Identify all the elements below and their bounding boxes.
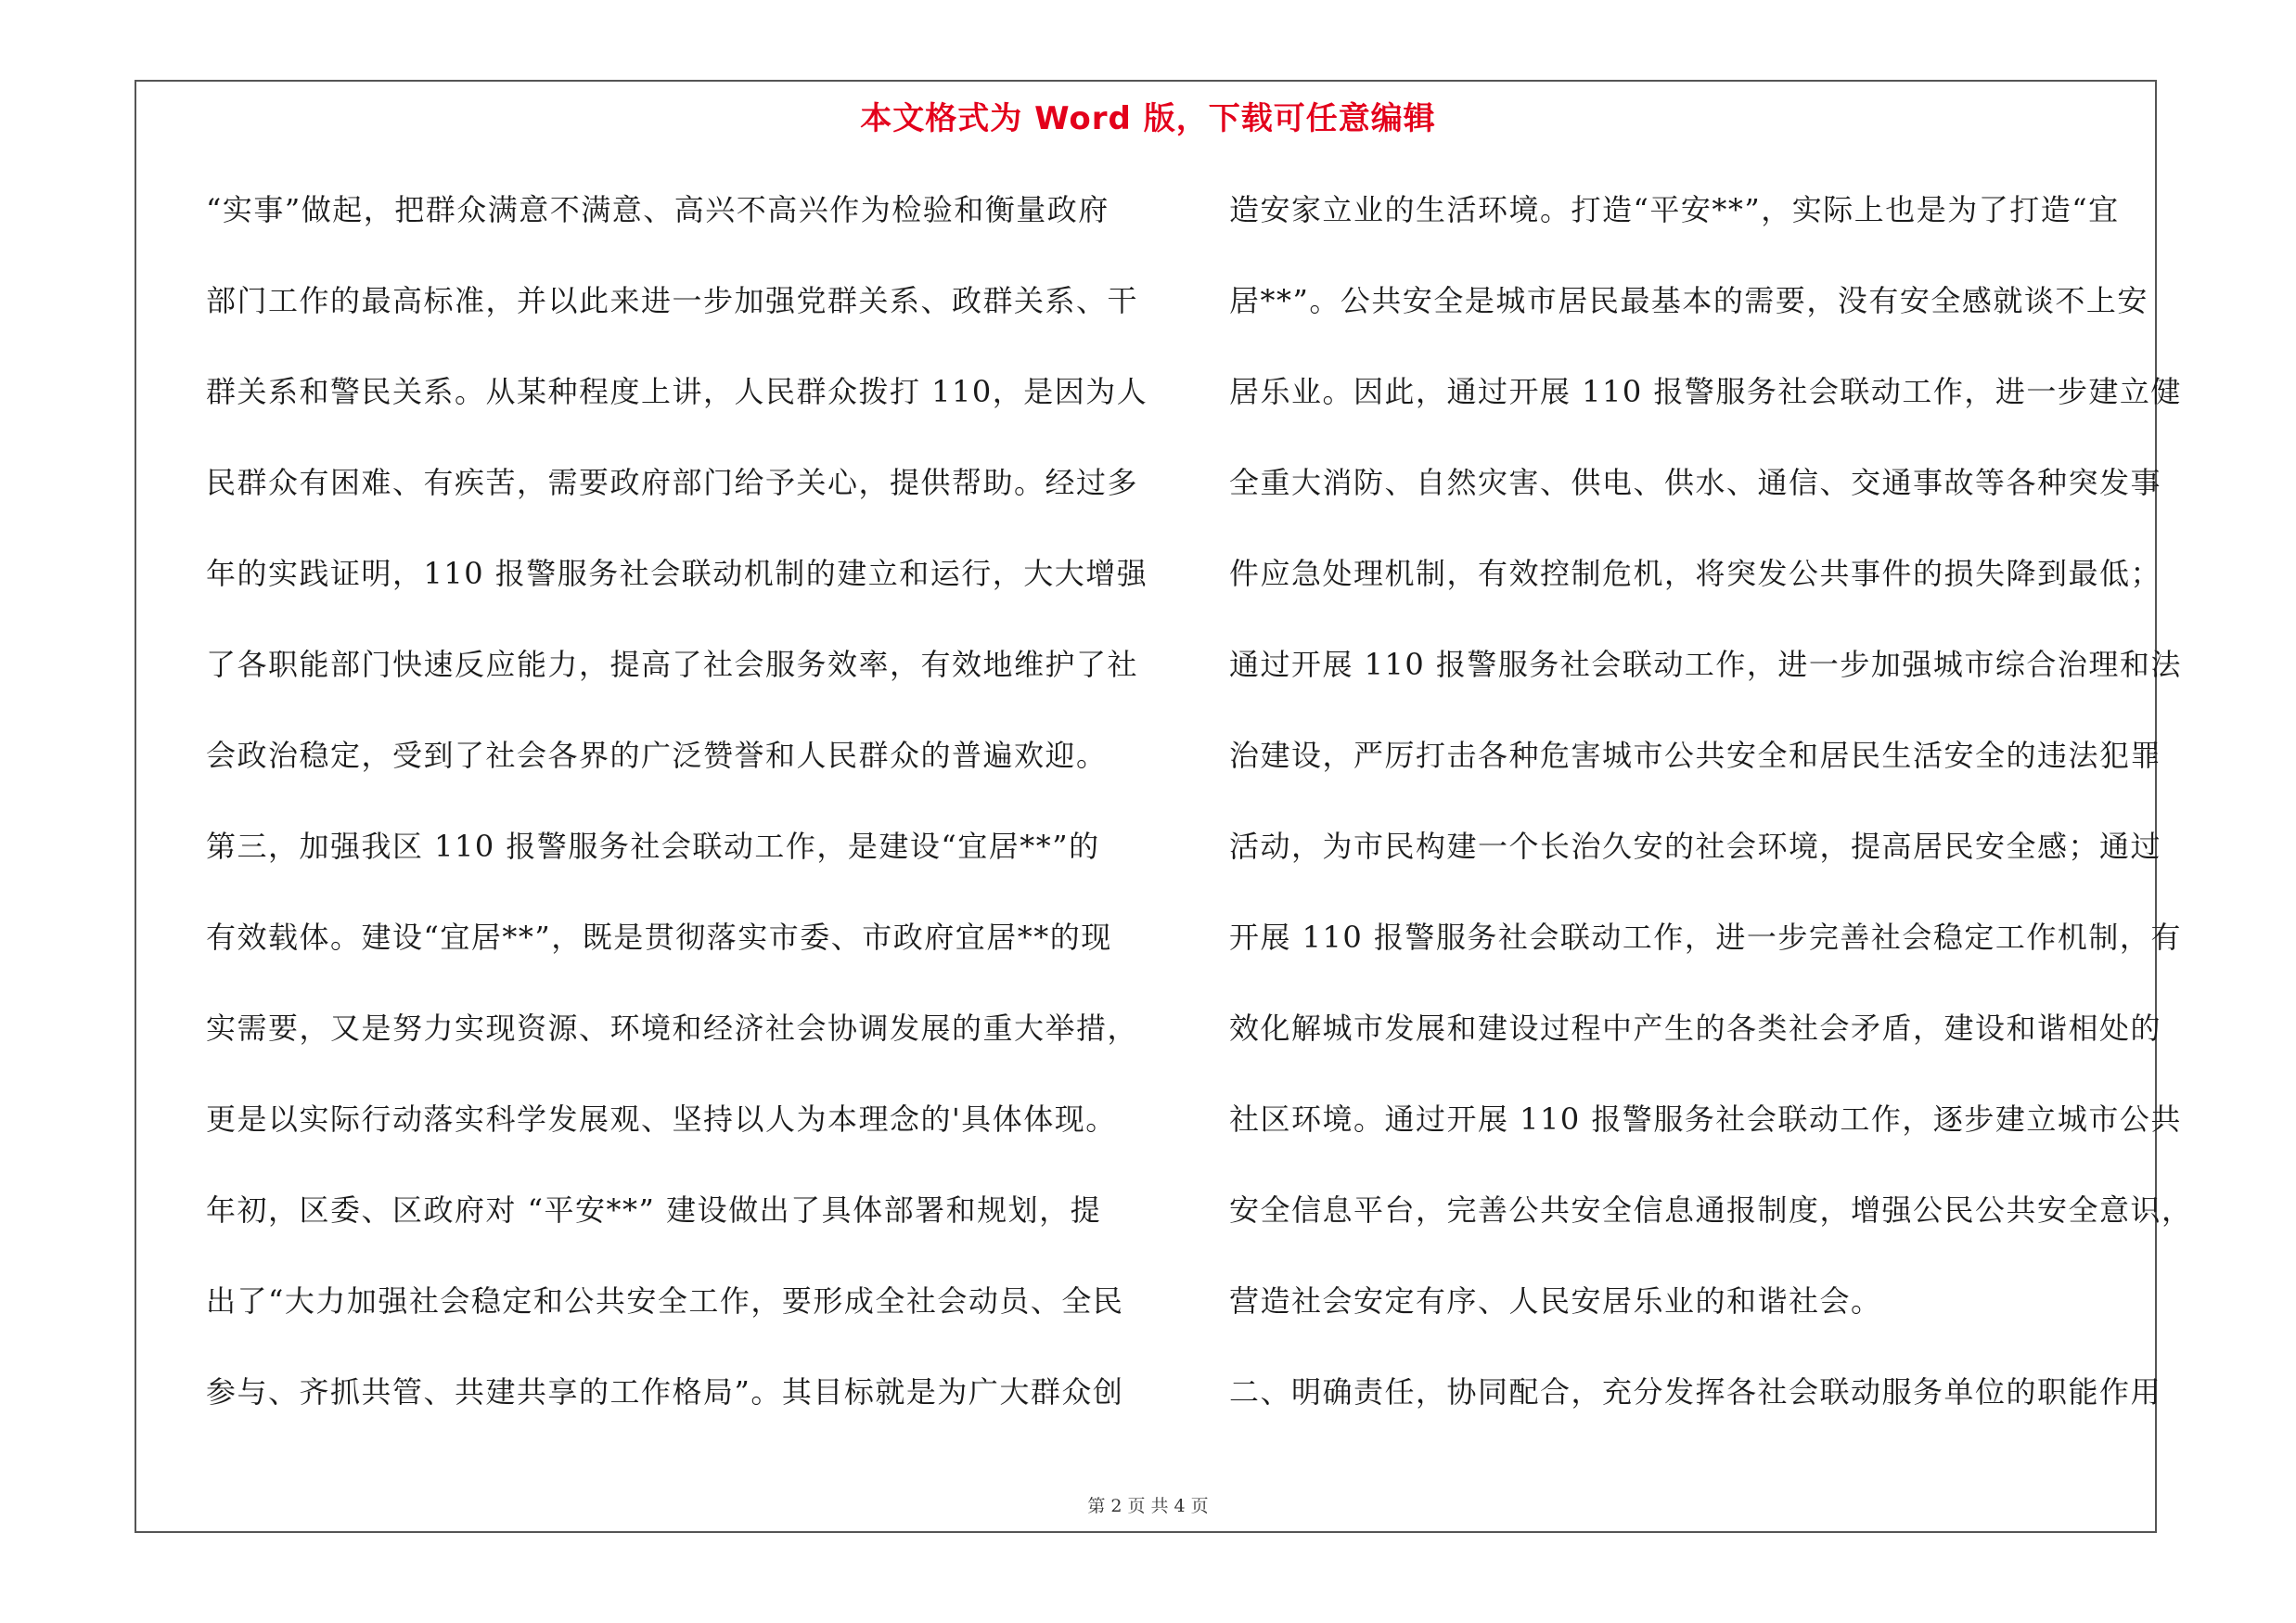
text-line: 有效载体。建设“宜居**”，既是贯彻落实市委、市政府宜居**的现 bbox=[206, 920, 1112, 955]
text-line: 通过开展 110 报警服务社会联动工作，进一步加强城市综合治理和法 bbox=[1229, 647, 2182, 682]
text-line: 效化解城市发展和建设过程中产生的各类社会矛盾，建设和谐相处的 bbox=[1229, 1011, 2162, 1046]
text-line: 更是以实际行动落实科学发展观、坚持以人为本理念的'具体体现。 bbox=[206, 1101, 1117, 1137]
text-line: 年初，区委、区政府对 “平安**” 建设做出了具体部署和规划，提 bbox=[206, 1192, 1102, 1228]
text-line: 实需要，又是努力实现资源、环境和经济社会协调发展的重大举措， bbox=[206, 1011, 1139, 1046]
text-line: 年的实践证明，110 报警服务社会联动机制的建立和运行，大大增强 bbox=[206, 556, 1148, 591]
word-format-banner: 本文格式为 Word 版，下载可任意编辑 bbox=[860, 100, 1436, 137]
text-line: 出了“大力加强社会稳定和公共安全工作，要形成全社会动员、全民 bbox=[206, 1283, 1124, 1319]
text-line: 了各职能部门快速反应能力，提高了社会服务效率，有效地维护了社 bbox=[206, 647, 1139, 682]
text-line: 参与、齐抓共管、共建共享的工作格局”。其目标就是为广大群众创 bbox=[206, 1374, 1124, 1410]
text-line: 第三，加强我区 110 报警服务社会联动工作，是建设“宜居**”的 bbox=[206, 829, 1100, 864]
left-text-column bbox=[206, 182, 1148, 1455]
text-line: 造安家立业的生活环境。打造“平安**”，实际上也是为了打造“宜 bbox=[1229, 192, 2120, 227]
text-line: 部门工作的最高标准，并以此来进一步加强党群关系、政群关系、干 bbox=[206, 283, 1139, 318]
right-text-column bbox=[1229, 182, 2193, 1455]
text-line: 治建设，严厉打击各种危害城市公共安全和居民生活安全的违法犯罪 bbox=[1229, 738, 2162, 773]
text-line: 营造社会安定有序、人民安居乐业的和谐社会。 bbox=[1229, 1283, 1882, 1319]
text-line: 开展 110 报警服务社会联动工作，进一步完善社会稳定工作机制，有 bbox=[1229, 920, 2182, 955]
text-line: 居**”。公共安全是城市居民最基本的需要，没有安全感就谈不上安 bbox=[1229, 283, 2148, 318]
text-line: 社区环境。通过开展 110 报警服务社会联动工作，逐步建立城市公共 bbox=[1229, 1101, 2182, 1137]
text-line: 全重大消防、自然灾害、供电、供水、通信、交通事故等各种突发事 bbox=[1229, 465, 2162, 500]
text-line: 会政治稳定，受到了社会各界的广泛赞誉和人民群众的普遍欢迎。 bbox=[206, 738, 1108, 773]
text-line: 民群众有困难、有疾苦，需要政府部门给予关心，提供帮助。经过多 bbox=[206, 465, 1139, 500]
text-line: 活动，为市民构建一个长治久安的社会环境，提高居民安全感；通过 bbox=[1229, 829, 2162, 864]
text-line: 居乐业。因此，通过开展 110 报警服务社会联动工作，进一步建立健 bbox=[1229, 374, 2182, 409]
text-line: 二、明确责任，协同配合，充分发挥各社会联动服务单位的职能作用 bbox=[1229, 1374, 2162, 1410]
text-line: “实事”做起，把群众满意不满意、高兴不高兴作为检验和衡量政府 bbox=[206, 192, 1110, 227]
text-line: 安全信息平台，完善公共安全信息通报制度，增强公民公共安全意识， bbox=[1229, 1192, 2193, 1228]
text-line: 件应急处理机制，有效控制危机，将突发公共事件的损失降到最低； bbox=[1229, 556, 2162, 591]
text-line: 群关系和警民关系。从某种程度上讲，人民群众拨打 110，是因为人 bbox=[206, 374, 1148, 409]
page-number-footer: 第 2 页 共 4 页 bbox=[1087, 1496, 1209, 1516]
